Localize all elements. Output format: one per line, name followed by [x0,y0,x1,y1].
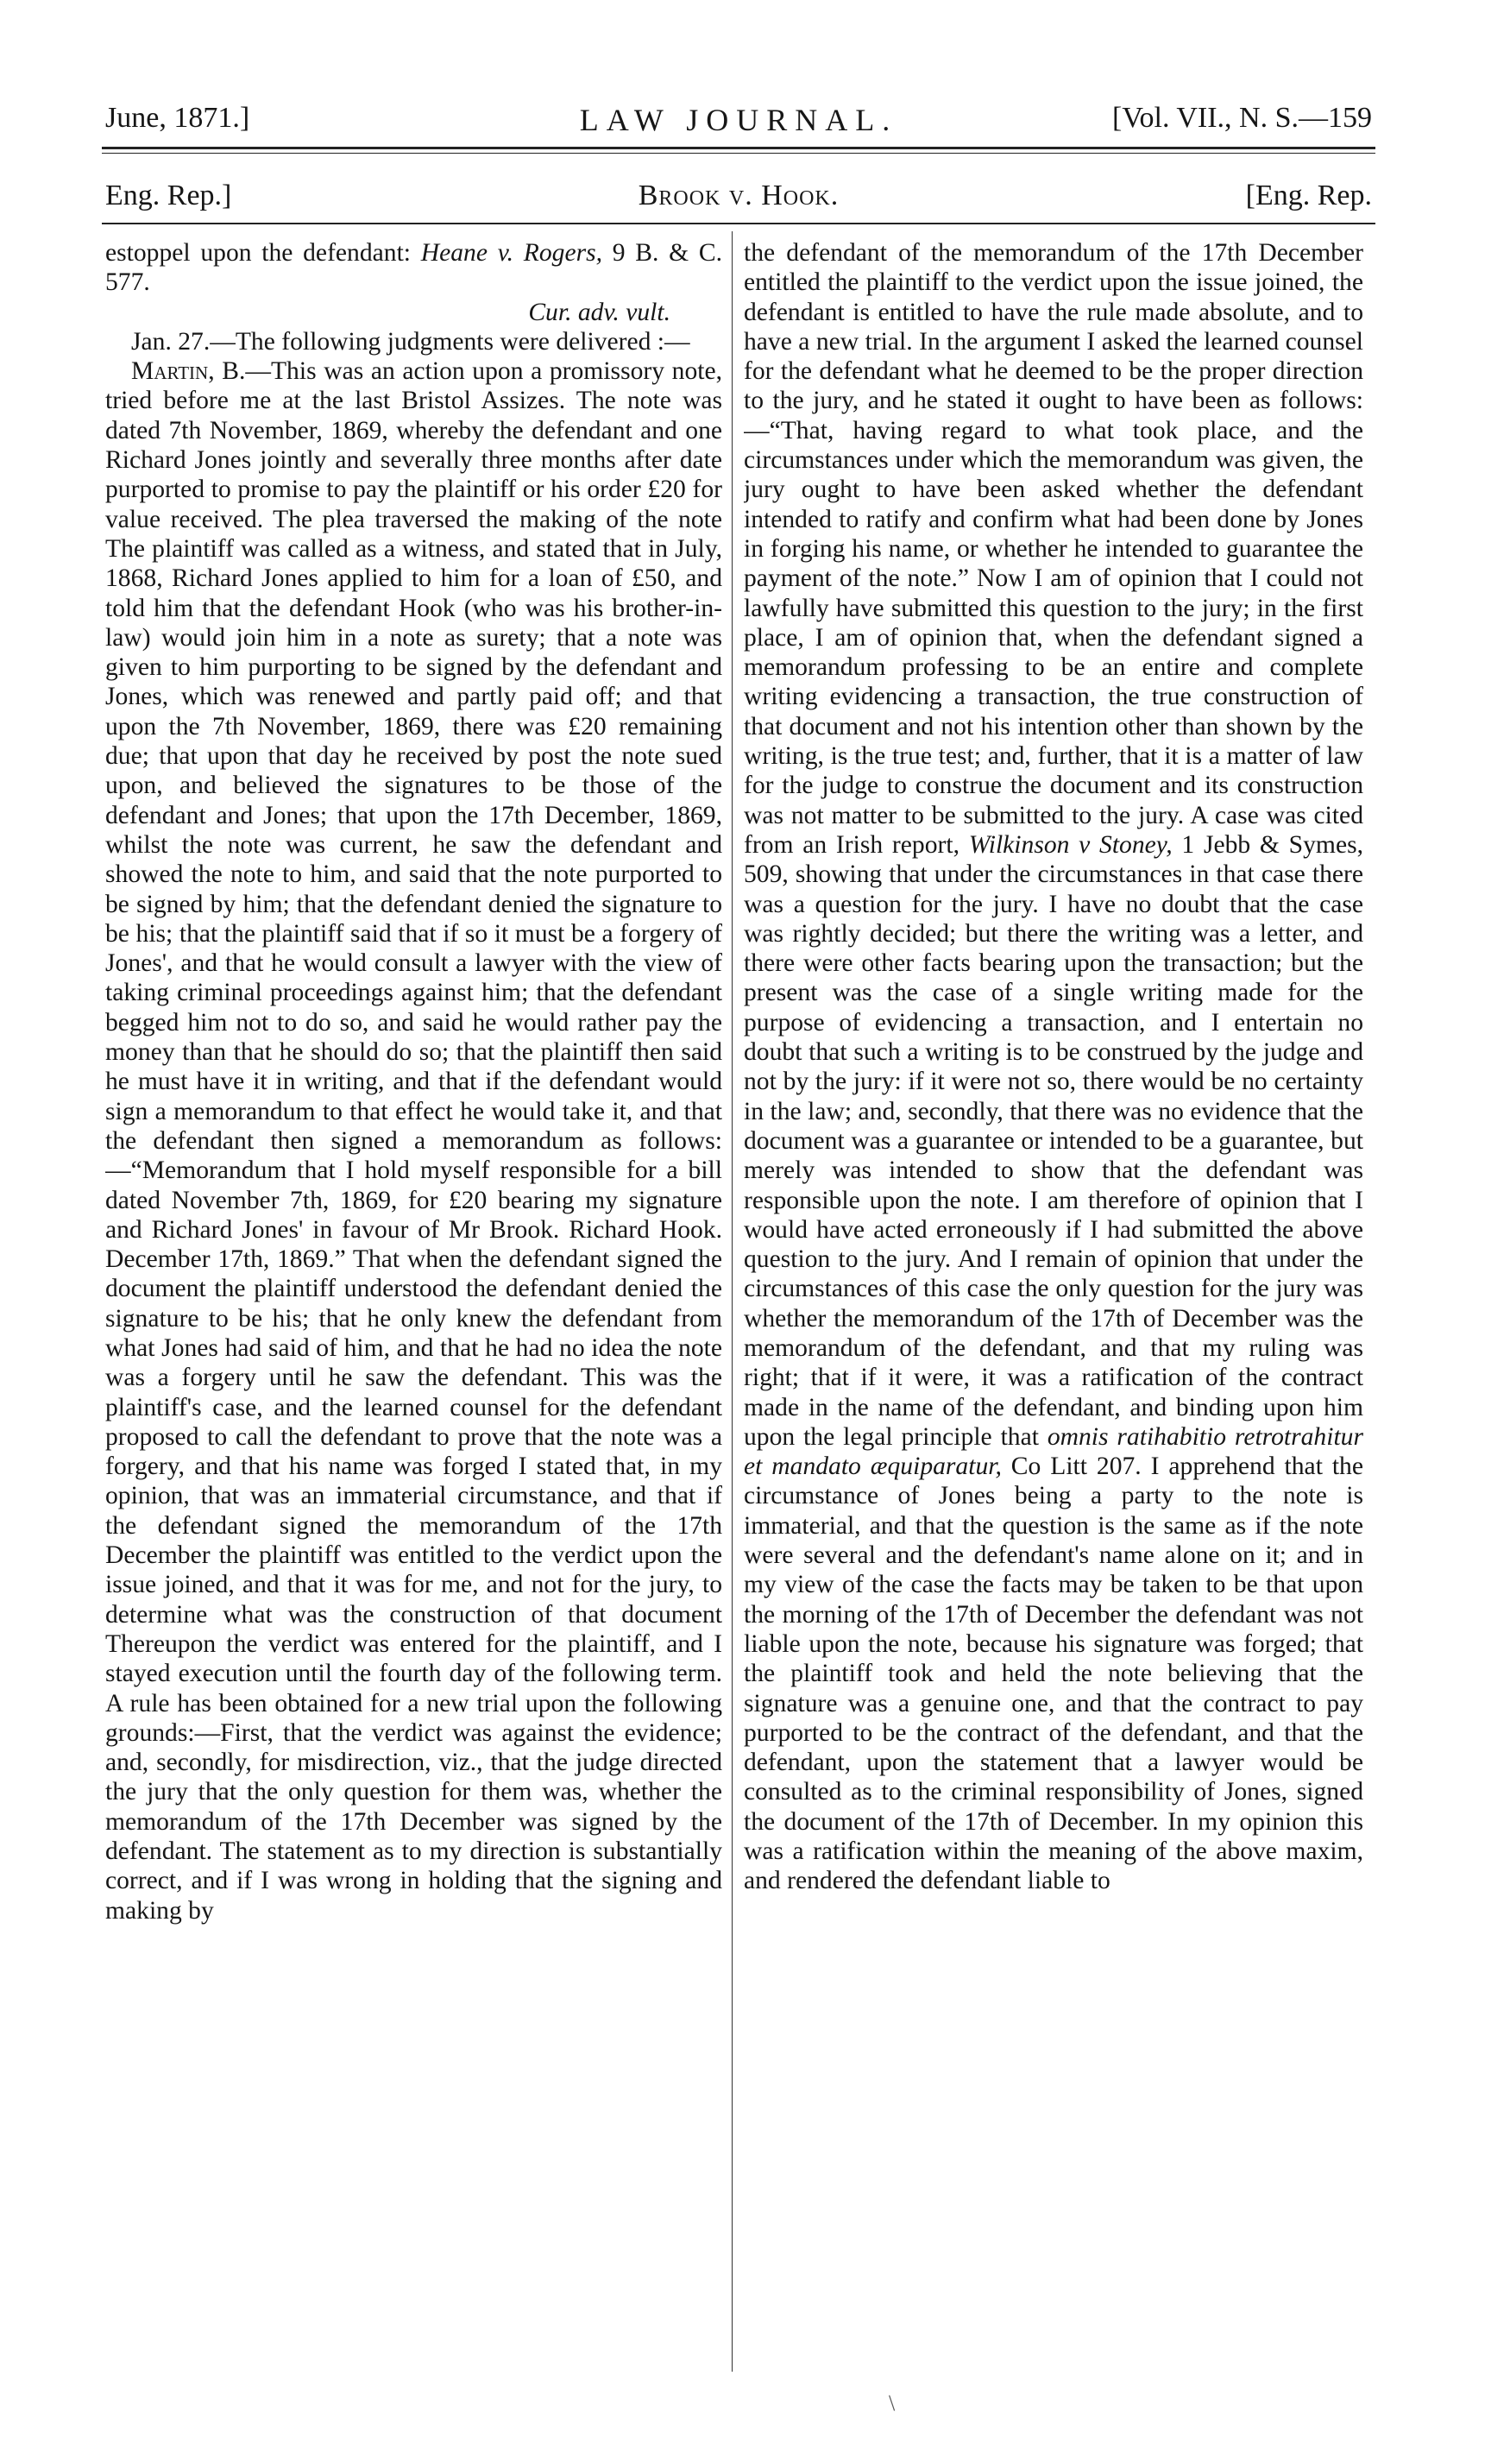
judgment-continuation: the defendant of the memorandum of the 17th December entitled the plaintiff to the verdict upon the issue joined, the defendant is entitled to have the rule made absolute, and to have a new trial. In the argument I asked the learned counsel for the defendant what he deemed to be the proper direction to the jury, and he stated it ought to have been as follows:—“That, having regard to what took place, and the circumstances under which the memorandum was given, the jury ought to have been asked whether the defendant intended to ratify and confirm what had been done by Jones in forging his name, or whether he intended to guarantee the payment of the note.” Now I am of opinion that I could not lawfully have submitted this question to the jury; in the first place, I am of opinion that, when the defendant signed a memorandum professing to be an entire and complete writing evidencing a transaction, the true construction of that document and not his intention other than shown by the writing, is the true test; and, further, that it is a matter of law for the judge to construe the document and its construction was not matter to be submitted to the jury. A case was cited from an Irish report, Wilkinson v Stoney, 1 Jebb & Symes, 509, showing that under the circumstances in that case there was a question for the jury. I have no doubt that the case was rightly decided; but there the writing was a letter, and there were other facts bearing upon the transaction; but the present was the case of a single writing made for the purpose of evidencing a transaction, and I entertain no doubt that such a writing is to be construed by the judge and not by the jury: if it were not so, there would be no certainty in the law; and, secondly, that there was no evidence that the document was a guarantee or intended to be a guarantee, but merely was intended to show that the defendant was responsible upon the note. I am therefore of opinion that I would have acted erroneously if I had submitted the above question to the jury. And I remain of opinion that under the circumstances of this case the only question for the jury was whether the memorandum of the 17th of December was the memorandum of the defendant, and that my ruling was right; that if it were, it was a ratification of the contract made in the name of the defendant, and binding upon him upon the legal principle that omnis ratihabitio retrotrahitur et mandato æquiparatur, Co Litt 207. I apprehend that the circumstance of Jones being a party to the note is immaterial, and that the question is the same as if the note were several and the defendant's name alone on it; and in my view of the case the facts may be taken to be that upon the morning of the 17th of December the defendant was not liable upon the note, because his signature was forged; that the plaintiff took and held the note believing that the signature was a genuine one, and that the contract to pay purported to be the contract of the defendant, and that the defendant, upon the statement that a lawyer would be consulted as to the criminal responsibility of Jones, signed the document of the 17th of December. In my opinion this was a ratification within the meaning of the above maxim, and rendered the defendant liable to [744,239,1363,1895]
opening-line: estoppel upon the defendant: Heane v. Rogers, 9 B. & C. 577. [105,239,722,297]
running-header [105,102,1372,154]
case-citation-wilkinson: Wilkinson v Stoney, [968,830,1173,859]
cur-adv-vult: Cur. adv. vult. [528,298,670,326]
volume-page: [Vol. VII., N. S.—159 [1112,102,1372,134]
header-rule [102,147,1375,149]
judge-name: Martin, B. [131,357,246,386]
stray-mark: \ [889,2391,896,2416]
latin-maxim: omnis ratihabitio retrotrahitur et mandato æquiparatur, [744,1422,1363,1481]
judgment-paragraph: Martin, B.—This was an action upon a promissory note, tried before me at the last Bristol Assizes. The note was dated 7th November, 1869, whereby the defendant and one Richard Jones jointly and severally three months after date purported to promise to pay the plaintiff or his order £20 for value received. The plea traversed the making of the note The plaintiff was called as a witness, and stated that in July, 1868, Richard Jones applied to him for a loan of £50, and told him that the defendant Hook (who was his brother-in-law) would join him in a note as surety; that a note was given to him purporting to be signed by the defendant and Jones, which was renewed and partly paid off; and that upon the 7th November, 1869, there was £20 remaining due; that upon that day he received by post the note sued upon, and believed the signatures to be those of the defendant and Jones; that upon the 17th December, 1869, whilst the note was current, he saw the defendant and showed the note to him, and said that the note purported to be signed by him; that the defendant denied the signature to be his; that the plaintiff said that if so it must be a forgery of Jones', and that he would consult a lawyer with the view of taking criminal proceedings against him; that the defendant begged him not to do so, and said he would rather pay the money than that he should do so; that the plaintiff then said he must have it in writing, and that if the defendant would sign a memorandum to that effect he would take it, and that the defendant then signed a memorandum as follows:—“Memorandum that I hold myself responsible for a bill dated November 7th, 1869, for £20 bearing my signature and Richard Jones' in favour of Mr Brook. Richard Hook. December 17th, 1869.” That when the defendant signed the document the plaintiff understood the defendant denied the signature to be his; that he only knew the defendant from what Jones had said of him, and that he had no idea the note was a forgery until he saw the defendant. This was the plaintiff's case, and the learned counsel for the defendant proposed to call the defendant to prove that the note was a forgery, and that his name was forged I stated that, in my opinion, that was an immaterial circumstance, and that if the defendant signed the memorandum of the 17th December the plaintiff was entitled to the verdict upon the issue joined, and that it was for me, and not for the jury, to determine what was the construction of that document Thereupon the verdict was entered for the plaintiff, and I stayed execution until the fourth day of the following term. A rule has been obtained for a new trial upon the following grounds:—First, that the verdict was against the evidence; and, secondly, for misdirection, viz., that the judge directed the jury that the only question for them was, whether the memorandum of the 17th December was signed by the defendant. The statement as to my direction is substantially correct, and if I was wrong in holding that the signing and making by [105,357,722,1925]
header-rule-thin [102,153,1375,154]
column-divider [732,231,733,2372]
issue-date: June, 1871.] [105,102,250,134]
journal-title: LAW JOURNAL. [579,103,898,137]
left-column [105,238,722,2387]
report-label-left: Eng. Rep.] [105,180,232,211]
case-header-rule [102,223,1375,224]
report-label-right: [Eng. Rep. [1245,180,1372,211]
case-citation: Heane v. Rogers, [420,239,603,267]
right-column [744,238,1363,2387]
judgments-intro: Jan. 27.—The following judgments were delivered :— [131,327,690,356]
case-title: Brook v. Hook. [638,180,840,211]
